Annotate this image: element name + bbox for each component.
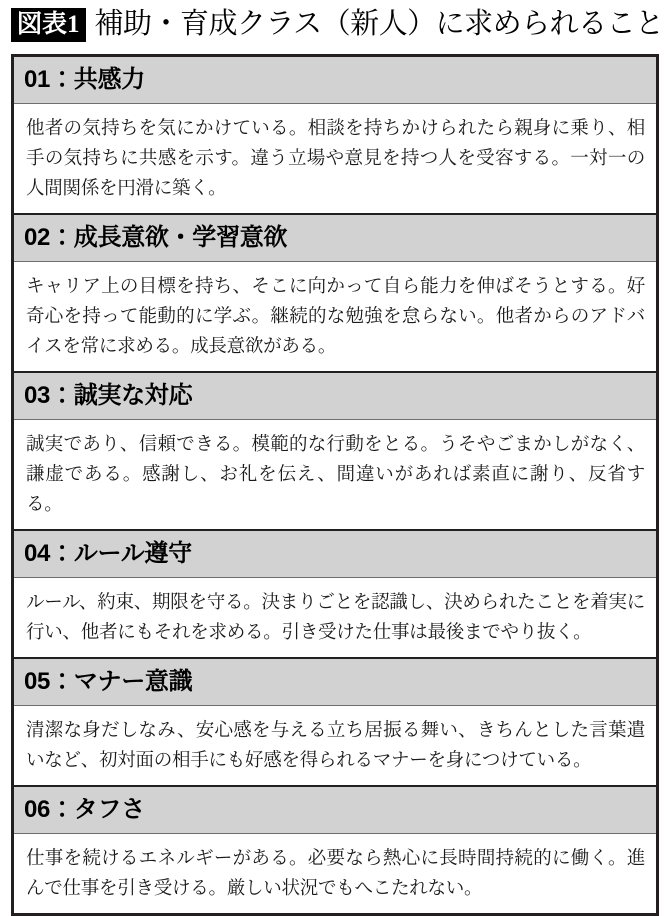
row-body-text: 清潔な身だしなみ、安心感を与える立ち居振る舞い、きちんとした言葉遣いなど、初対面の相手にも好感を得られるマナーを身につけている。 bbox=[26, 719, 645, 770]
row-header-04 bbox=[14, 531, 656, 578]
row-header-label: 03：誠実な対応 bbox=[24, 382, 193, 409]
figure-title: 補助・育成クラス（新人）に求められること bbox=[94, 8, 664, 40]
row-body-01 bbox=[14, 104, 656, 215]
table-row bbox=[14, 57, 656, 215]
figure-title-row bbox=[0, 0, 670, 49]
table-row bbox=[14, 659, 656, 787]
row-header-05 bbox=[14, 659, 656, 706]
row-header-03 bbox=[14, 373, 656, 420]
row-body-text: ルール、約束、期限を守る。決まりごとを認識し、決められたことを着実に行い、他者にもそれを求める。引き受けた仕事は最後までやり抜く。 bbox=[26, 591, 645, 642]
row-body-02 bbox=[14, 262, 656, 373]
row-body-text: キャリア上の目標を持ち、そこに向かって自ら能力を伸ばそうとする。好奇心を持って能動的に学ぶ。継続的な勉強を怠らない。他者からのアドバイスを常に求める。成長意欲がある。 bbox=[26, 275, 645, 356]
table-row bbox=[14, 787, 656, 913]
figure-number-badge: 図表1 bbox=[11, 8, 86, 42]
row-header-label: 05：マナー意識 bbox=[24, 668, 193, 695]
row-body-05 bbox=[14, 706, 656, 787]
row-body-03 bbox=[14, 420, 656, 531]
row-body-text: 仕事を続けるエネルギーがある。必要なら熱心に長時間持続的に働く。進んで仕事を引き受ける。厳しい状況でもへこたれない。 bbox=[26, 847, 645, 898]
row-header-label: 02：成長意欲・学習意欲 bbox=[24, 224, 288, 251]
row-header-02 bbox=[14, 215, 656, 262]
row-header-label: 01：共感力 bbox=[24, 66, 145, 93]
row-body-text: 誠実であり、信頼できる。模範的な行動をとる。うそやごまかしがなく、謙虚である。感謝し、お礼を伝え、間違いがあれば素直に謝り、反省する。 bbox=[26, 433, 645, 514]
row-body-04 bbox=[14, 578, 656, 659]
row-header-06 bbox=[14, 787, 656, 834]
row-body-text: 他者の気持ちを気にかけている。相談を持ちかけられたら親身に乗り、相手の気持ちに共感を示す。違う立場や意見を持つ人を受容する。一対一の人間関係を円滑に築く。 bbox=[26, 117, 645, 198]
row-body-06 bbox=[14, 834, 656, 913]
row-header-01 bbox=[14, 57, 656, 104]
row-header-label: 06：タフさ bbox=[24, 796, 145, 823]
requirements-table bbox=[11, 54, 659, 916]
table-row bbox=[14, 215, 656, 373]
table-row bbox=[14, 531, 656, 659]
table-row bbox=[14, 373, 656, 531]
row-header-label: 04：ルール遵守 bbox=[24, 540, 192, 567]
